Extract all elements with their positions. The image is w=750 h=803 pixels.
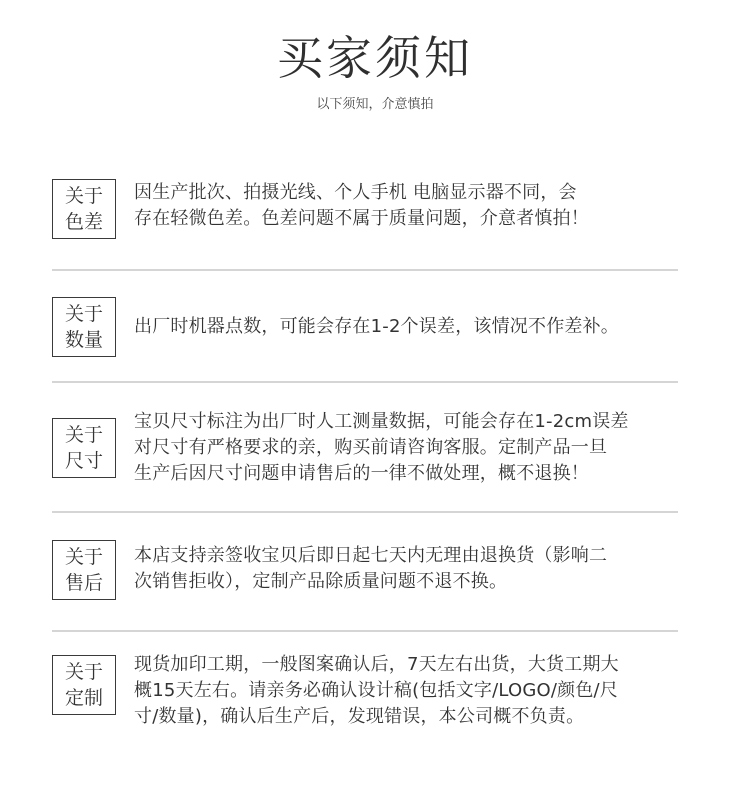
section-after-sales — [52, 540, 678, 600]
section-label-line1: 关于 — [64, 424, 103, 446]
section-content — [134, 314, 678, 340]
divider — [52, 511, 678, 513]
content-line: 存在轻微色差。色差问题不属于质量问题，介意者慎拍！ — [134, 208, 589, 229]
section-label-box — [52, 655, 116, 715]
section-content — [134, 409, 678, 487]
section-label-line1: 关于 — [64, 303, 103, 325]
page-subtitle: 以下须知，介意慎拍 — [316, 97, 434, 112]
section-quantity — [52, 297, 678, 357]
section-label-line2: 售后 — [64, 572, 103, 594]
section-content — [134, 652, 678, 730]
content-line: 本店支持亲签收宝贝后即日起七天内无理由退换货（影响二 — [134, 545, 608, 566]
section-label-line2: 数量 — [64, 329, 103, 351]
section-content — [134, 543, 678, 595]
content-line: 对尺寸有严格要求的亲，购买前请咨询客服。定制产品一旦 — [134, 437, 608, 458]
section-label-line1: 关于 — [64, 185, 103, 207]
section-label-line1: 关于 — [64, 661, 103, 683]
content-line: 现货加印工期，一般图案确认后，7天左右出货，大货工期大 — [134, 654, 619, 675]
content-line: 次销售拒收），定制产品除质量问题不退不换。 — [134, 571, 508, 592]
divider — [52, 630, 678, 632]
section-customization — [52, 654, 678, 727]
section-label-box — [52, 179, 116, 239]
section-label-box — [52, 418, 116, 478]
section-size — [52, 411, 678, 484]
section-color-difference — [52, 179, 678, 239]
divider — [52, 381, 678, 383]
section-content — [134, 180, 678, 232]
content-line: 因生产批次、拍摄光线、个人手机 电脑显示器不同，会 — [134, 182, 577, 203]
section-label-line2: 色差 — [64, 211, 103, 233]
page-title: 买家须知 — [277, 31, 473, 85]
content-line: 生产后因尺寸问题申请售后的一律不做处理，概不退换！ — [134, 463, 589, 484]
section-label-line1: 关于 — [64, 546, 103, 568]
content-line: 宝贝尺寸标注为出厂时人工测量数据，可能会存在1-2cm误差 — [134, 411, 629, 432]
section-label-box — [52, 297, 116, 357]
section-label-line2: 定制 — [64, 687, 103, 709]
content-line: 概15天左右。请亲务必确认设计稿(包括文字/LOGO/颜色/尺 — [134, 680, 618, 701]
divider — [52, 269, 678, 271]
section-label-line2: 尺寸 — [64, 450, 103, 472]
section-label-box — [52, 540, 116, 600]
content-line: 出厂时机器点数，可能会存在1-2个误差，该情况不作差补。 — [134, 316, 619, 337]
content-line: 寸/数量)，确认后生产后，发现错误，本公司概不负责。 — [134, 706, 585, 727]
